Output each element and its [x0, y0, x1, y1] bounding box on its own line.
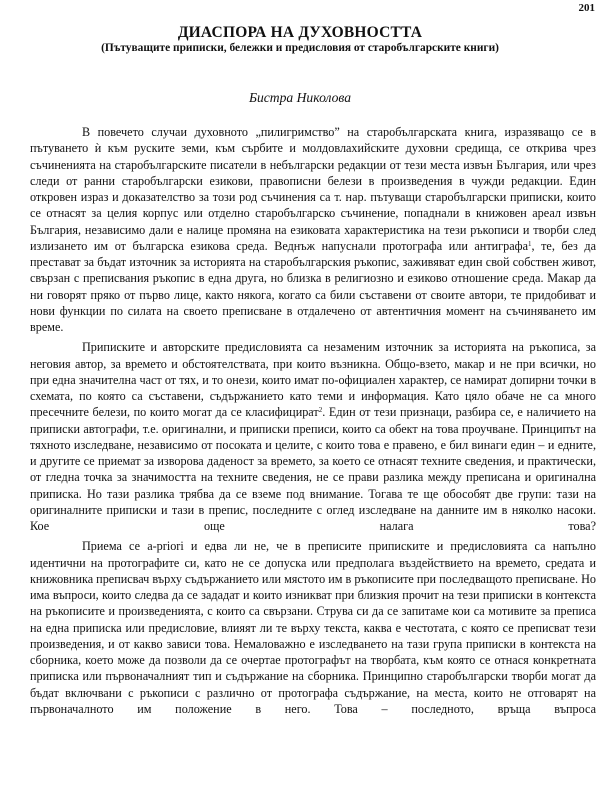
footnote-ref-2[interactable]: 2 [318, 406, 323, 415]
article-subtitle: (Пътуващите приписки, бележки и предисловия от старобългарските книги) [101, 42, 499, 54]
paragraph-1 [30, 124, 596, 335]
paragraph-text: , те, без да престават за бъдат източник за историята на старобългарския ръкопис, заживяват един свой собствен живот, свързан с преписвания ръкопис в една друга, но близка в религиозно и езиково отношение среда. Макар да ни говорят пряко от първо лице, както някога, когато са били съставени от своите автори, те придобиват и нови функции по силата на своето преписване в отдалечено от автентичния момент на съчиняването им време. [30, 238, 597, 334]
page-number: 201 [578, 2, 595, 14]
paragraph-text: . Един от тези признаци, разбира се, е наличието на приписки автографи, т.е. оригинални, и приписки преписи, които са обект на това проучване. Принципът на тяхното изследване, независимо от посоката и целите, с които това е правено, е бил винаги един – и едните, и другите се приемат за изворова даденост за времето, за което се отнасят техните сведения, и практически, от гледна точка за значимостта на техните сведения, не се прави разлика между преписана и оригинална приписка. Но тази разлика трябва да се вземе под внимание. Тогава те ще обособят две групи: тази на оригиналните приписки и тази в препис, последните с оглед изследване на данните им в няколко насоки. Кое още налага това? [30, 405, 596, 533]
paragraph-text: В повечето случаи духовното „пилигримство” на старобългарската книга, изразяващо се в пътуването ѝ към руските земи, към сърбите и молдовлахийските духовни средища, се открива чрез съчиненията на старобългарските писатели в небългарски редакции от тези места извън България, или чрез следи от ранни старобългарски езикови, правописни белези в произведения в чужди редакции. Един откровен израз и доказателство за този род съчинения са т. нар. пътуващи старобългарски приписки, които се отнасят за целия корпус или отделно старобългарско съчинение, попаднали в книжовен ареал извън България, независимо дали е налице промяна на езиковата характеристика на тези ръкописи и творби след излизането им от българска езикова среда. Веднъж напуснали протографа или антиграфа [30, 125, 596, 253]
article-body [30, 124, 596, 721]
paragraph-text: Приема се a-priori и едва ли не, че в преписите приписките и предисловията са напълно идентични на протографите си, като не се допуска или предполага въздействието на времето, средата и книжовника преписвач върху съдържанието или мястото им в ръкописите при последващото преписване. Но има въпроси, които следва да се зададат и които изникват при близкия прочит на тези приписки в контекста на ръкописите и произведенията, с които са свързани. Струва си да се запитаме кои са мотивите за преписа на една приписка или предисловие, влияят ли те върху текста, каква е честотата, с която се преписват тези произведения, и от какво зависи това. Немаловажно е изследването на тази група приписки в контекста на сборника, което може да позволи да се очертае протографът на творбата, към която се отнася конкретната приписка или първоначалният тип и съдържание на сборника. Принципно старобългарски творби могат да бъдат включвани с ръкописи с различно от протографа съдържание, на места, които не отговарят на първоначалното им положение в него. Това – последното, връща въпроса [30, 539, 596, 716]
footnote-ref-1[interactable]: 1 [528, 239, 532, 248]
author-name: Бистра Николова [248, 90, 352, 105]
paragraph-3 [30, 538, 596, 717]
article-title: ДИАСПОРА НА ДУХОВНОСТТА [177, 24, 423, 41]
paragraph-2 [30, 339, 596, 534]
paragraph-text: Приписките и авторските предисловията са незаменим източник за историята на ръкописа, за неговия автор, за времето и обстоятелствата, при които възникна. Общо-взето, макар и не при всички, но при една значителна част от тях, и то онези, които имат по-официален характер, се намират допирни точки в схемата, по която са съставени, съдържанието като теми и информация. Като цяло обаче не са много пресечните белези, по които могат да се класифицират [30, 340, 596, 420]
